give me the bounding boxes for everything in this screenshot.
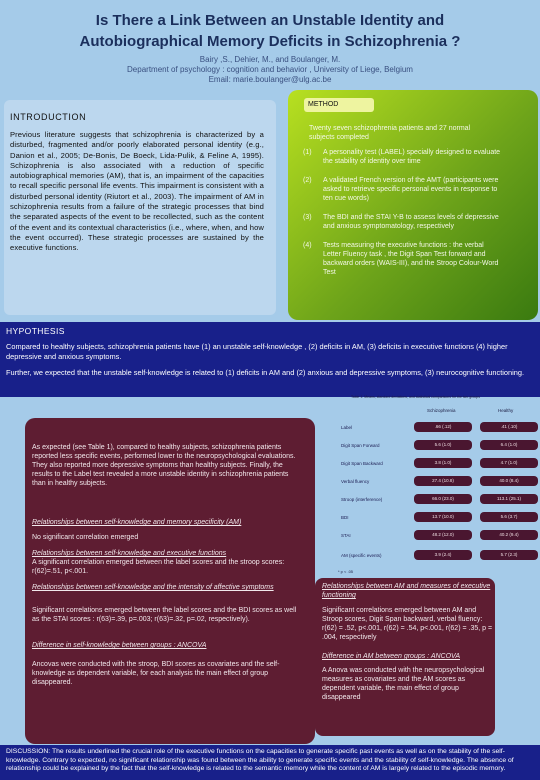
discussion-band xyxy=(0,745,540,780)
table-cell: 27.4 (10.8) xyxy=(414,476,472,486)
results-subheading-am-ancova: Difference in AM between groups : ANCOVA xyxy=(322,653,460,660)
method-item-number: (4) xyxy=(303,242,312,249)
results-text-ancova: Ancovas were conducted with the stroop, BDI scores as covariates and the self-knowledge as dependent variable, for each analysis the main effect of group disappeared. xyxy=(32,661,280,686)
title-line-2: Autobiographical Memory Deficits in Schizophrenia ? xyxy=(79,33,461,50)
results-table xyxy=(315,395,540,575)
table-cell: .66 (.12) xyxy=(414,422,472,432)
table-cell: .41 (.10) xyxy=(480,422,538,432)
table-row-label: Label xyxy=(341,425,353,430)
table-col-header: Schizophrenia xyxy=(427,408,456,413)
table-row xyxy=(315,549,540,561)
introduction-panel xyxy=(4,100,276,315)
table-cell: 4.7 (1.0) xyxy=(480,458,538,468)
table-row-label: AM (specific events) xyxy=(341,553,382,558)
results-text-am-executive: Significant correlations emerged between AM and Stroop scores, Digit Span backward, verbal fluency: r(62) = .52, p<.001, r(62) = .54, p<.001, r(62) = .35, p = .004, respectively xyxy=(322,607,493,641)
results-text-am-ancova: A Anova was conducted with the neuropsychological measures as covariates and the AM scores as dependent variable, the main effect of group disappeared xyxy=(322,667,485,701)
results-subheading-memory: Relationships between self-knowledge and memory specificity (AM) xyxy=(32,519,242,526)
table-row-label: BDI xyxy=(341,515,349,520)
discussion-text: DISCUSSION: The results underlined the crucial role of the executive functions on the capacities to generate specific past events as well as on the stability of the self-knowledge. Contrary to expected, no significant relationship was found between the ability to generate specific events and the stability of self-knowledge. The absence of relationship could be explained by the fact that the self-knowledge is related to the semantic memory while the content of AM is largely related to the episodic memory. xyxy=(6,748,514,773)
method-item-number: (1) xyxy=(303,149,312,156)
author-names: Bairy ,S., Dehier, M., and Boulanger, M. xyxy=(199,55,341,64)
method-panel xyxy=(288,90,538,320)
table-row xyxy=(315,421,540,433)
method-item-text: A validated French version of the AMT (participants were asked to retrieve specific personal events in response to ten cue words) xyxy=(323,177,499,202)
table-cell: 6.4 (1.0) xyxy=(480,440,538,450)
authors-block xyxy=(20,55,520,85)
table-cell: 40.0 (8.4) xyxy=(480,476,538,486)
method-item-text: Tests measuring the executive functions : the verbal Letter Fluency task , the Digit Span Test forward and backward orders (WAIS-III), and the Stroop Colour-Word Test xyxy=(323,242,499,276)
method-label: METHOD xyxy=(304,98,374,112)
results-subheading-ancova: Difference in self-knowledge between groups : ANCOVA xyxy=(32,642,207,649)
table-row xyxy=(315,457,540,469)
table-cell: 40.2 (9.4) xyxy=(480,530,538,540)
results-intro: As expected (see Table 1), compared to healthy subjects, schizophrenia patients reported less specific events, performed lower to the neuropsychological evaluations. They also reported more depressive symptoms than healthy subjects. Finally, the results to the Label test revealed a more unstable identity in schizophrenia patients than in healthy subjects. xyxy=(32,444,296,487)
table-cell: 5.6 (3.7) xyxy=(480,512,538,522)
results-subheading-executive: Relationships between self-knowledge and executive functions xyxy=(32,550,227,557)
author-email: Email: marie.boulanger@ulg.ac.be xyxy=(208,75,332,84)
hypothesis-heading: HYPOTHESIS xyxy=(6,326,65,336)
table-row-label: Digit Span Backward xyxy=(341,461,383,466)
method-item xyxy=(303,241,528,277)
table-cell: 13.7 (10.0) xyxy=(414,512,472,522)
table-col-header: Healthy xyxy=(498,408,514,413)
results-text-affective: Significant correlations emerged between the label scores and the BDI scores as well as the STAI scores : r(63)=.39, p=.003; r(63)=.32, p=.02, respectively). xyxy=(32,607,297,623)
introduction-text: Previous literature suggests that schizophrenia is characterized by a disturbed, fragmented and/or poorly elaborated personal identity (e.g., Danion et al., 2005; De-Bonis, De Boeck, Lida-Pulik, & Feline A, 1995). Schizophrenia is also associated with a reduction of specific autobiographical memories (AM), that is, an impairment of the capacities to recall specific personal life events. This impairment is consistent with a disturbed personal identity (Riutort et al., 2003). The impairment of AM in schizophrenia results from a failure of the strategic processes that bind the separated aspects of the event to be recollected, such as the content of the event and its contextual characteristics (i.e., where, when, and how the event occurred). These strategic processes are sustained by the executive functions. xyxy=(10,130,265,253)
table-cell: 3.9 (2.4) xyxy=(414,550,472,560)
table-cell: 113.1 (25.1) xyxy=(480,494,538,504)
method-item-text: A personality test (LABEL) specially designed to evaluate the stability of identity over time xyxy=(323,149,501,165)
table-row-label: Stroop (interference) xyxy=(341,497,383,502)
table-cell: 48.2 (12.0) xyxy=(414,530,472,540)
title-line-1: Is There a Link Between an Unstable Identity and xyxy=(95,12,445,29)
table-cell: 5.7 (2.3) xyxy=(480,550,538,560)
results-text-memory: No significant correlation emerged xyxy=(32,534,139,541)
table-note: * p < .05 xyxy=(338,569,354,574)
table-row-label: Verbal fluency xyxy=(341,479,370,484)
table-row xyxy=(315,475,540,487)
table-row-label: Digit Span Forward xyxy=(341,443,380,448)
table-row-label: STAI xyxy=(341,533,351,538)
introduction-heading: INTRODUCTION xyxy=(10,112,87,122)
method-item xyxy=(303,176,528,203)
table-caption: Table 1. Means, standard deviations, and statistical comparisons for the two groups xyxy=(351,395,480,399)
method-item-number: (2) xyxy=(303,177,312,184)
method-item-number: (3) xyxy=(303,214,312,221)
method-list xyxy=(303,148,528,277)
table-row xyxy=(315,529,540,541)
table-row xyxy=(315,439,540,451)
results-text-executive: A significant correlation emerged between the label scores and the stroop scores: r(62)=.51, p<.001. xyxy=(32,559,285,575)
results-subheading-affective: Relationships between self-knowledge and the intensity of affective symptoms xyxy=(32,584,274,591)
results-subheading-am-executive: Relationships between AM and measures of executive functioning xyxy=(322,583,491,599)
method-item xyxy=(303,213,528,231)
table-row xyxy=(315,511,540,523)
method-intro: Twenty seven schizophrenia patients and 27 normal subjects completed xyxy=(309,125,471,141)
poster-title xyxy=(20,10,520,52)
method-item-text: The BDI and the STAI Y-B to assess levels of depressive and anxious symptomatology, respectively xyxy=(323,214,499,230)
method-item xyxy=(303,148,528,166)
table-cell: 5.6 (1.0) xyxy=(414,440,472,450)
table-row xyxy=(315,493,540,505)
hypothesis-text-2: Further, we expected that the unstable self-knowledge is related to (1) deficits in AM and (2) anxious and depressive symptoms, (3) neurocognitive functioning. xyxy=(6,368,525,377)
table-cell: 3.8 (1.0) xyxy=(414,458,472,468)
author-affiliation: Department of psychology : cognition and behavior , University of Liege, Belgium xyxy=(127,65,413,74)
table-cell: 66.0 (23.0) xyxy=(414,494,472,504)
hypothesis-text-1: Compared to healthy subjects, schizophrenia patients have (1) an unstable self-knowledge , (2) deficits in AM, (3) deficits in executive functions (4) higher depressive and anxious symptoms. xyxy=(6,342,508,361)
hypothesis-band xyxy=(0,322,540,397)
